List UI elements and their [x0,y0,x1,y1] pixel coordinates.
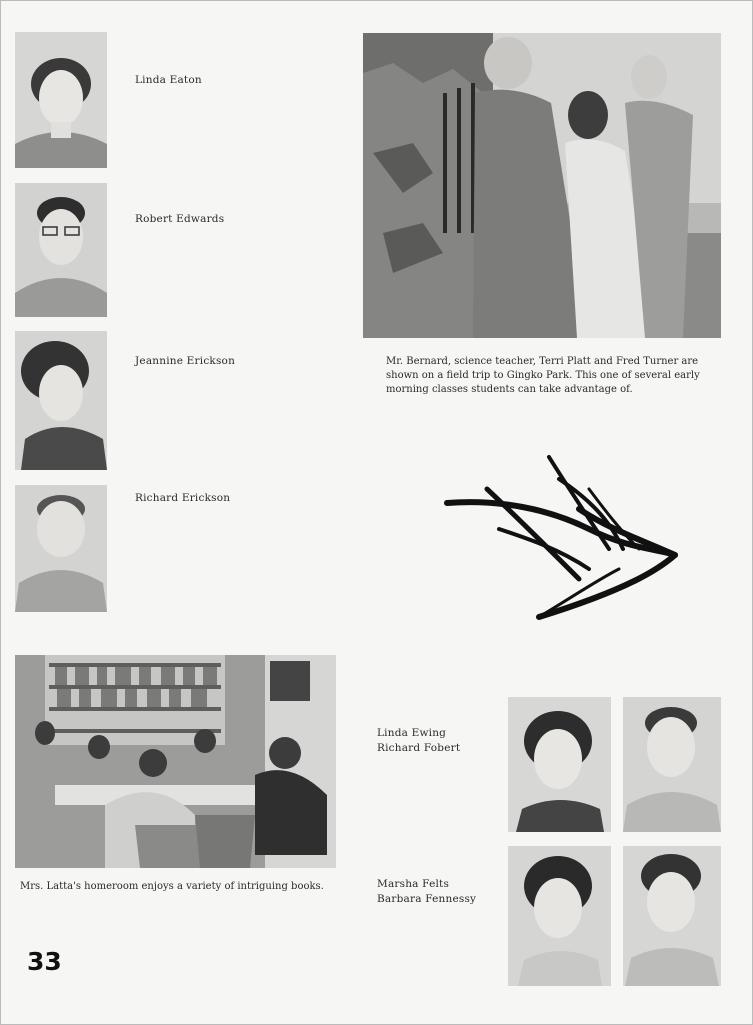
portrait-richard-erickson [15,485,107,612]
homeroom-photo [15,655,336,868]
pair-name-4: Barbara Fennessy [377,893,477,905]
field-trip-photo-image [363,33,721,338]
portrait-image [508,846,611,986]
portrait-image [15,183,107,317]
portrait-barbara-fennessy [623,846,721,986]
portrait-image [508,697,611,832]
pair-name-1: Linda Ewing [377,727,447,739]
portrait-image [15,331,107,470]
portrait-richard-fobert [623,697,721,832]
page-number: 33 [27,947,62,976]
portrait-image [623,697,721,832]
homeroom-photo-image [15,655,336,868]
portrait-robert-edwards [15,183,107,317]
pair-name-2: Richard Fobert [377,742,461,754]
homeroom-caption: Mrs. Latta's homeroom enjoys a variety of intriguing books. [20,881,324,892]
signature-image [439,449,689,629]
portrait-linda-ewing [508,697,611,832]
portrait-linda-eaton [15,32,107,168]
field-trip-caption: Mr. Bernard, science teacher, Terri Platt and Fred Turner are shown on a field trip to Gingko Park. This one of several early morning classes students can take advantage of. [386,356,700,395]
student-name: Linda Eaton [135,74,202,86]
portrait-image [623,846,721,986]
portrait-jeannine-erickson [15,331,107,470]
pair-name-3: Marsha Felts [377,878,450,890]
student-name: Richard Erickson [135,492,231,504]
handwritten-signature [439,449,689,629]
field-trip-photo [363,33,721,338]
student-name: Robert Edwards [135,213,225,225]
portrait-image [15,32,107,168]
portrait-image [15,485,107,612]
student-name: Jeannine Erickson [135,355,236,367]
portrait-marsha-felts [508,846,611,986]
